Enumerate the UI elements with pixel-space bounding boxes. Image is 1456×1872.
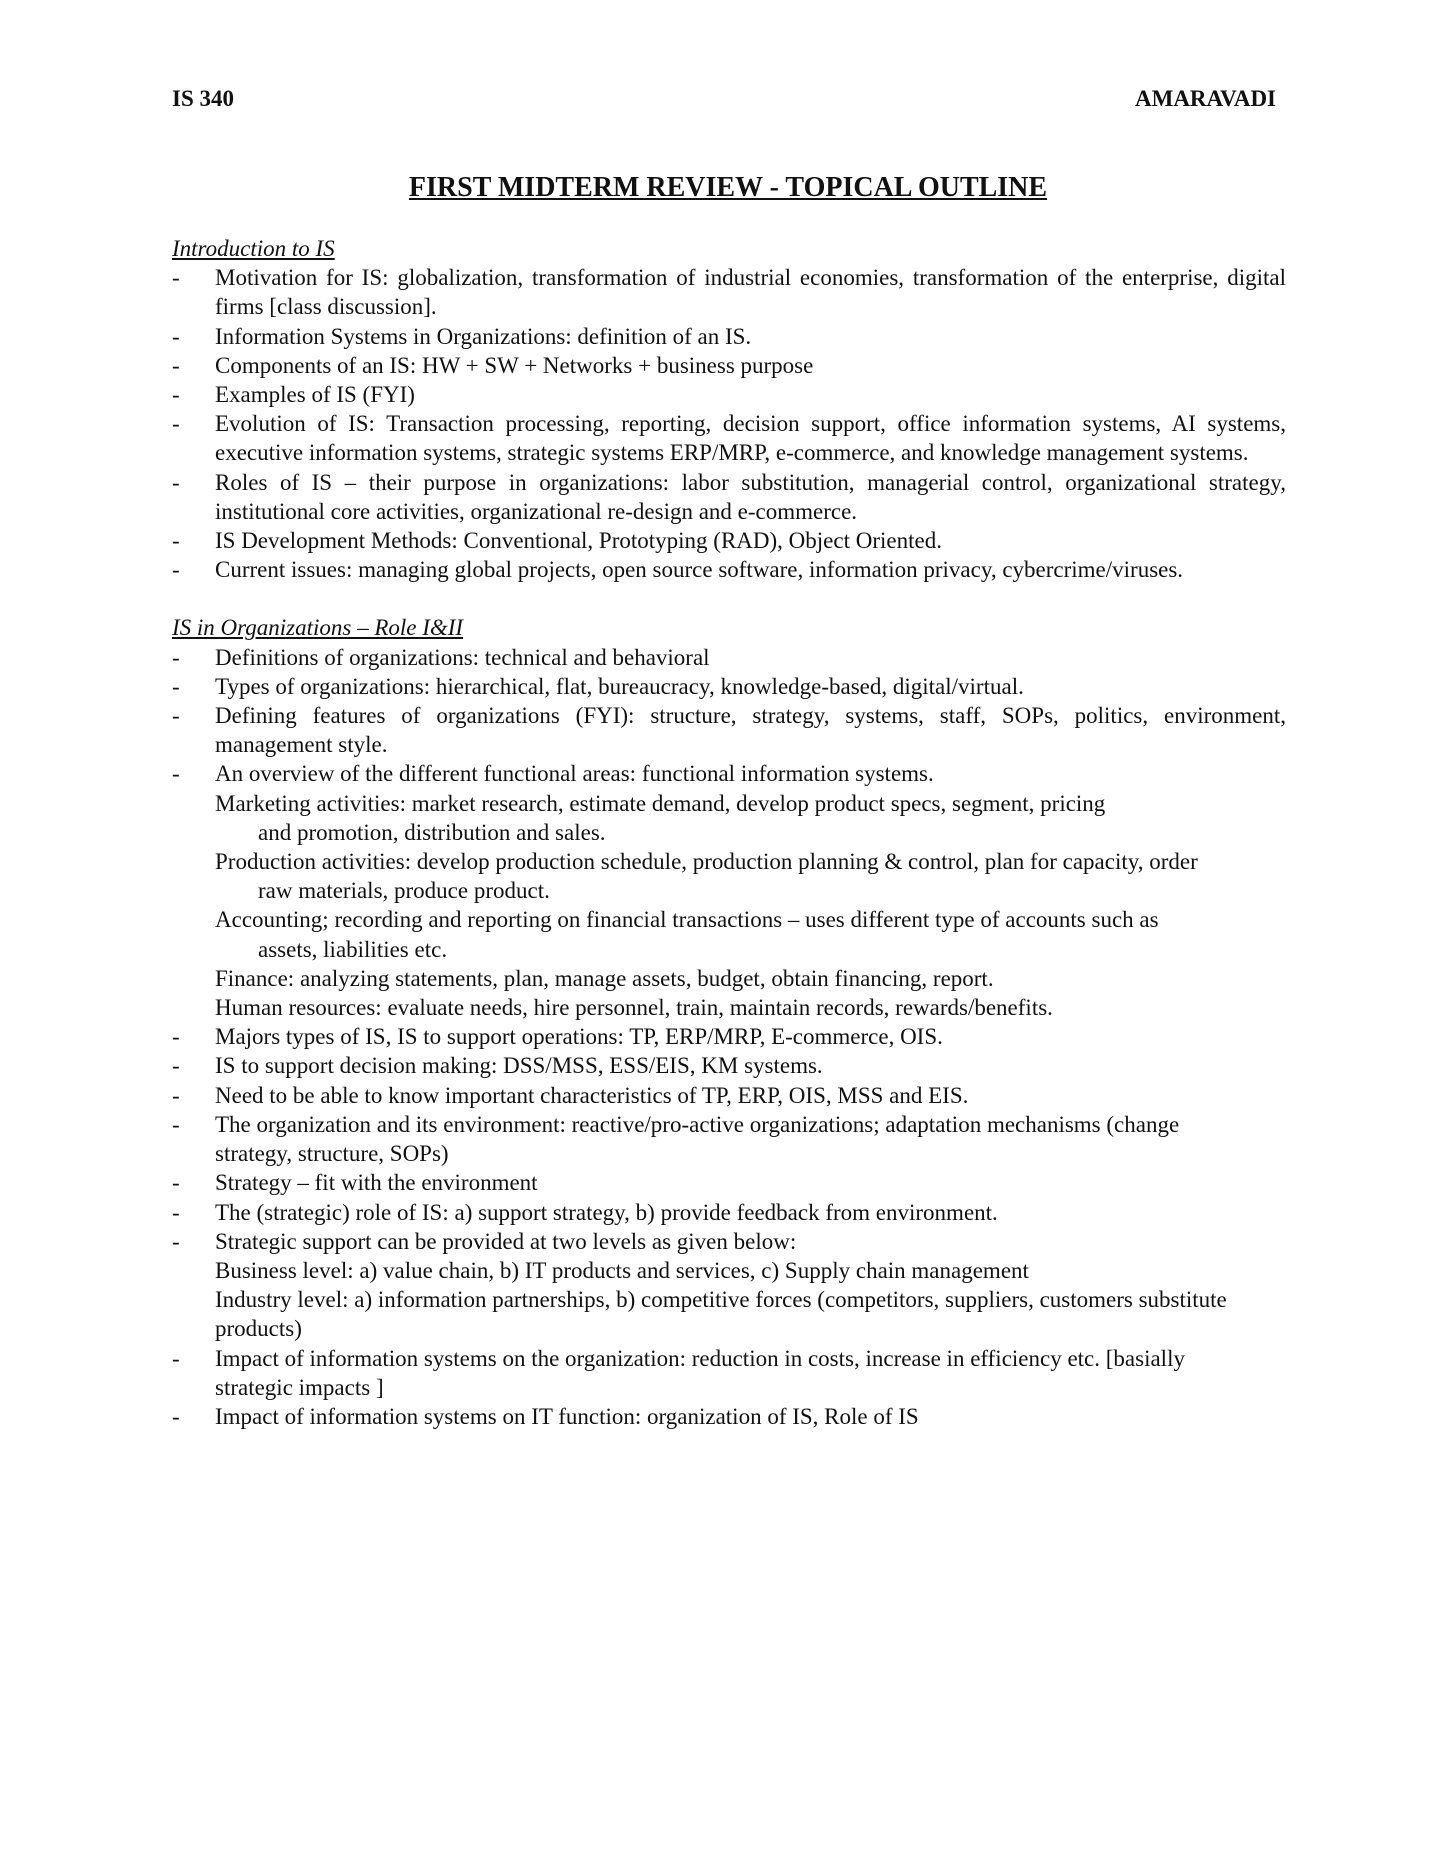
- list-item: - Impact of information systems on IT function: organization of IS, Role of IS: [172, 1403, 919, 1429]
- list-item: - Current issues: managing global projects, open source software, information privacy, cybercrime/viruses.: [172, 557, 1184, 583]
- course-code: IS 340: [172, 86, 234, 111]
- list-item: - IS Development Methods: Conventional, Prototyping (RAD), Object Oriented.: [172, 528, 942, 554]
- list-item: - Motivation for IS: globalization, transformation of industrial economies, transformation of the enterprise, digital firms [class discussion].: [172, 265, 1286, 320]
- section-heading-intro: Introduction to IS: [172, 236, 335, 261]
- page-title: FIRST MIDTERM REVIEW - TOPICAL OUTLINE: [408, 172, 1048, 203]
- intro-list: [172, 263, 1286, 584]
- production-line-cont: raw materials, produce product.: [258, 878, 550, 904]
- organizations-list: [172, 643, 1286, 1431]
- list-item: - Strategy – fit with the environment: [172, 1170, 538, 1196]
- list-item: - Definitions of organizations: technical and behavioral: [172, 644, 710, 670]
- industry-level-line: Industry level: a) information partnerships, b) competitive forces (competitors, suppliers, customers substitute products): [215, 1287, 1227, 1342]
- marketing-line: Marketing activities: market research, estimate demand, develop product specs, segment, pricing: [215, 790, 1106, 816]
- finance-line: Finance: analyzing statements, plan, manage assets, budget, obtain financing, report.: [215, 965, 994, 991]
- list-item: - An overview of the different functional areas: functional information systems.: [172, 761, 934, 787]
- list-item: - Defining features of organizations (FYI): structure, strategy, systems, staff, SOPs, politics, environment, management style.: [172, 703, 1286, 758]
- list-item: - Components of an IS: HW + SW + Networks + business purpose: [172, 352, 814, 378]
- list-item: - Information Systems in Organizations: definition of an IS.: [172, 323, 752, 349]
- business-level-line: Business level: a) value chain, b) IT products and services, c) Supply chain management: [215, 1257, 1029, 1283]
- author-name: AMARAVADI: [1135, 86, 1276, 111]
- list-item: - IS to support decision making: DSS/MSS, ESS/EIS, KM systems.: [172, 1053, 823, 1079]
- outline-body: [172, 234, 1286, 1431]
- list-item: - The organization and its environment: reactive/pro-active organizations; adaptation mechanisms (change strategy, structure, SOPs): [172, 1111, 1180, 1167]
- list-item: - Evolution of IS: Transaction processing, reporting, decision support, office information systems, AI systems, executive information systems, strategic systems ERP/MRP, e-commerce, and knowledge management systems.: [172, 411, 1286, 466]
- list-item: - Types of organizations: hierarchical, flat, bureaucracy, knowledge-based, digital/virtual.: [172, 673, 1024, 699]
- list-item: - Majors types of IS, IS to support operations: TP, ERP/MRP, E-commerce, OIS.: [172, 1024, 943, 1050]
- marketing-line-cont: and promotion, distribution and sales.: [258, 819, 606, 845]
- list-item: - The (strategic) role of IS: a) support strategy, b) provide feedback from environment.: [172, 1199, 998, 1225]
- production-line: Production activities: develop production schedule, production planning & control, plan for capacity, order: [215, 849, 1198, 875]
- list-item: - Roles of IS – their purpose in organizations: labor substitution, managerial control, organizational strategy, institutional core activities, organizational re-design and e-commerce.: [172, 469, 1286, 524]
- list-item: - Examples of IS (FYI): [172, 382, 415, 408]
- accounting-line: Accounting; recording and reporting on financial transactions – uses different type of accounts such as: [215, 907, 1159, 933]
- accounting-line-cont: assets, liabilities etc.: [258, 936, 448, 962]
- list-item: - Strategic support can be provided at two levels as given below:: [172, 1228, 797, 1254]
- section-heading-organizations: IS in Organizations – Role I&II: [172, 615, 464, 641]
- list-item: - Need to be able to know important characteristics of TP, ERP, OIS, MSS and EIS.: [172, 1082, 969, 1108]
- list-item: - Impact of information systems on the organization: reduction in costs, increase in efficiency etc. [basially strategic impacts ]: [172, 1345, 1185, 1400]
- hr-line: Human resources: evaluate needs, hire personnel, train, maintain records, rewards/benefits.: [215, 995, 1053, 1021]
